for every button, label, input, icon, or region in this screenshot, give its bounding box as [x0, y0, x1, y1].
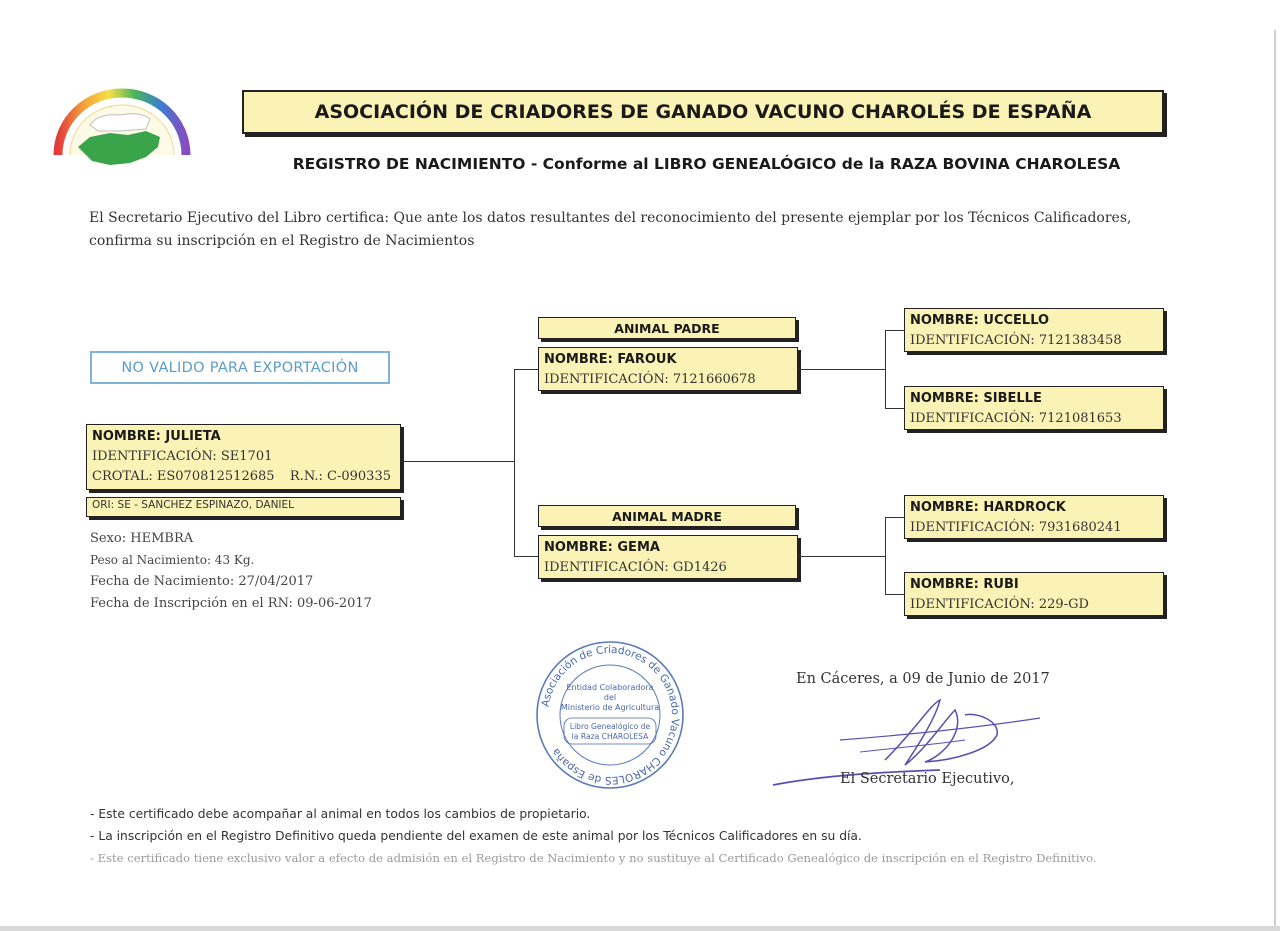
connector-father: [514, 369, 538, 370]
document-subtitle: REGISTRO DE NACIMIENTO - Conforme al LIBRO GENEALÓGICO de la RAZA BOVINA CHAROLESA: [292, 155, 1121, 173]
father-name: NOMBRE: FAROUK: [544, 352, 677, 367]
connector-maternal-bottom: [885, 594, 904, 595]
no-export-stamp: NO VALIDO PARA EXPORTACIÓN: [90, 351, 390, 384]
maternal-grandmother-name: NOMBRE: RUBI: [910, 577, 1019, 592]
seal-line-1: Entidad Colaboradora: [566, 683, 654, 692]
animal-birth-weight: Peso al Nacimiento: 43 Kg.: [90, 552, 255, 567]
scan-right-edge: [1274, 30, 1276, 931]
signatory-role: El Secretario Ejecutivo,: [840, 771, 1015, 787]
association-title: ASOCIACIÓN DE CRIADORES DE GANADO VACUNO CHAROLÉS DE ESPAÑA: [242, 90, 1164, 134]
connector-mother-out: [798, 556, 886, 557]
maternal-grandmother-identification: IDENTIFICACIÓN: 229-GD: [910, 597, 1089, 612]
father-box: [538, 347, 798, 391]
seal-line-3: Ministerio de Agricultura: [560, 703, 660, 712]
intro-text: [89, 207, 1179, 253]
father-header: ANIMAL PADRE: [538, 317, 796, 339]
animal-sex: Sexo: HEMBRA: [90, 531, 194, 546]
connector-paternal-vertical: [885, 330, 886, 408]
mother-header: ANIMAL MADRE: [538, 505, 796, 527]
connector-maternal-top: [885, 517, 904, 518]
mother-box: [538, 535, 798, 579]
maternal-grandfather-name: NOMBRE: HARDROCK: [910, 500, 1066, 515]
note-2: - La inscripción en el Registro Definitivo queda pendiente del examen de este animal por los Técnicos Calificadores en su día.: [90, 829, 862, 843]
animal-rn: R.N.: C-090335: [289, 469, 391, 484]
animal-box: [86, 424, 401, 490]
animal-origin: ORI: SE - SANCHEZ ESPINAZO, DANIEL: [86, 497, 401, 517]
connector-parents-vertical: [514, 369, 515, 556]
connector-paternal-top: [885, 330, 904, 331]
footer-notes: [90, 803, 1240, 869]
maternal-grandfather-box: [904, 495, 1164, 539]
note-1: - Este certificado debe acompañar al animal en todos los cambios de propietario.: [90, 807, 591, 821]
maternal-grandfather-identification: IDENTIFICACIÓN: 7931680241: [910, 520, 1122, 535]
association-logo: [50, 85, 195, 175]
paternal-grandfather-identification: IDENTIFICACIÓN: 7121383458: [910, 333, 1122, 348]
place-and-date: En Cáceres, a 09 de Junio de 2017: [796, 671, 1050, 687]
connector-mother: [514, 556, 538, 557]
animal-registration-date: Fecha de Inscripción en el RN: 09-06-2017: [90, 595, 372, 611]
paternal-grandfather-box: [904, 308, 1164, 352]
paternal-grandmother-box: [904, 386, 1164, 430]
note-3: - Este certificado tiene exclusivo valor a efecto de admisión en el Registro de Nacimiento y no sustituye al Certificado Genealógico de inscripción en el Registro Definitivo.: [90, 851, 1097, 865]
intro-line-1: El Secretario Ejecutivo del Libro certifica: Que ante los datos resultantes del reconocimiento del presente ejemplar por los Técnicos Calificadores,: [89, 210, 1132, 226]
mother-name: NOMBRE: GEMA: [544, 540, 660, 555]
connector-father-out: [798, 369, 886, 370]
connector-maternal-vertical: [885, 517, 886, 594]
connector-animal: [401, 461, 515, 462]
maternal-grandmother-box: [904, 572, 1164, 616]
animal-name: NOMBRE: JULIETA: [92, 429, 221, 444]
seal-ring-text: Asociación de Criadores de Ganado Vacuno CHAROLES de España: [539, 643, 682, 787]
official-seal: [530, 638, 690, 793]
animal-identification: IDENTIFICACIÓN: SE1701: [92, 449, 273, 464]
scan-bottom-edge: [0, 926, 1280, 931]
mother-identification: IDENTIFICACIÓN: GD1426: [544, 560, 727, 575]
seal-line-5: la Raza CHAROLESA: [571, 732, 649, 741]
seal-line-2: del: [603, 693, 617, 702]
animal-birth-date: Fecha de Nacimiento: 27/04/2017: [90, 574, 314, 589]
paternal-grandmother-name: NOMBRE: SIBELLE: [910, 391, 1042, 406]
paternal-grandmother-identification: IDENTIFICACIÓN: 7121081653: [910, 411, 1122, 426]
animal-info: [90, 528, 372, 614]
father-identification: IDENTIFICACIÓN: 7121660678: [544, 372, 756, 387]
intro-line-2: confirma su inscripción en el Registro de Nacimientos: [89, 233, 475, 249]
paternal-grandfather-name: NOMBRE: UCCELLO: [910, 313, 1050, 328]
animal-crotal: CROTAL: ES070812512685: [92, 469, 275, 484]
seal-line-4: Libro Genealógico de: [569, 722, 651, 731]
connector-paternal-bottom: [885, 408, 904, 409]
